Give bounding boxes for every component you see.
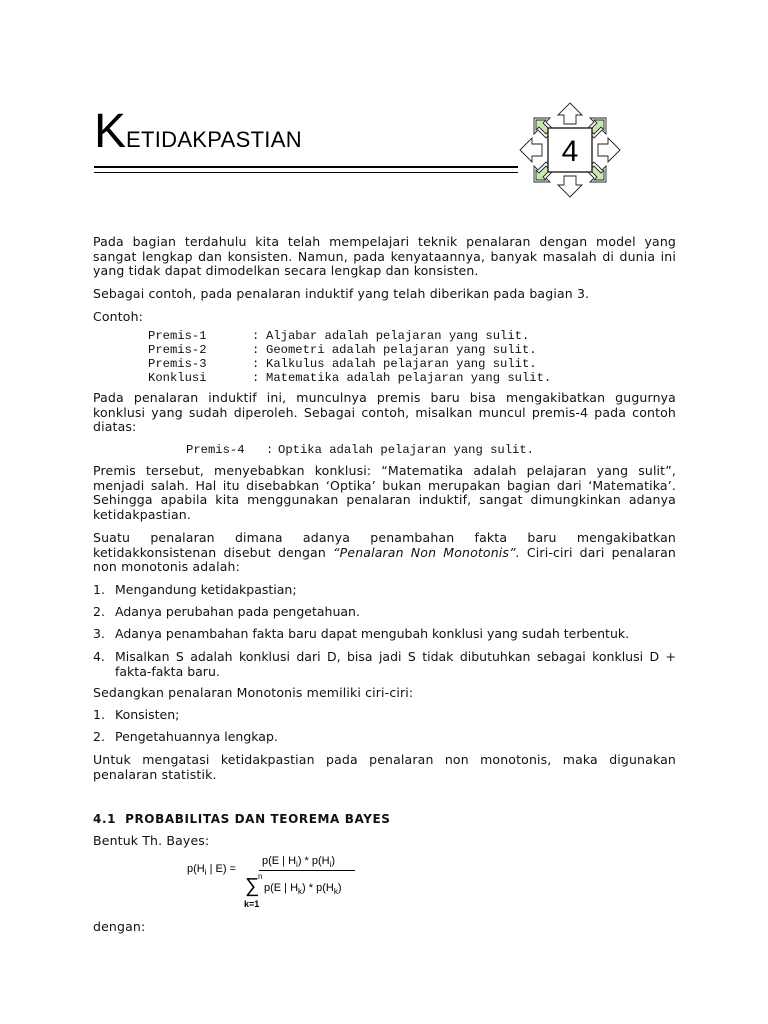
premise-text: Kalkulus adalah pelajaran yang sulit. [266,357,537,371]
premis-explanation [93,464,676,522]
after-premises-text: Pada penalaran induktif ini, munculnya premis baru bisa mengakibatkan gugurnya konklusi yang sudah diperoleh. Sebagai contoh, misalkan muncul premis-4 pada contoh diatas: [93,390,676,434]
arrows-emblem-icon [518,102,622,198]
formula-lhs-end: | E) = [206,863,236,875]
chapter-title-rest: ETIDAKPASTIAN [126,127,302,152]
section-title: PROBABILITAS DAN TEOREMA BAYES [125,812,391,826]
list-number: 4. [93,649,105,664]
list-text: Adanya penambahan fakta baru dapat mengubah konklusi yang sudah terbentuk. [115,626,630,641]
formula-denominator [264,882,341,896]
bayes-label: Bentuk Th. Bayes: [93,833,210,848]
list-text: Mengandung ketidakpastian; [115,582,297,597]
statistik-text: Untuk mengatasi ketidakpastian pada penalaran non monotonis, maka digunakan penalaran statistik. [93,752,676,782]
list-number: 3. [93,626,105,641]
formula-num-b: ) * p(H [297,855,330,867]
premise-text: Geometri adalah pelajaran yang sulit. [266,343,537,357]
premise-label: Premis-3 [148,357,207,371]
list-number: 2. [93,729,105,744]
formula-num-c: ) [331,855,336,867]
non-monotonis-term: “Penalaran Non Monotonis”. [333,544,520,560]
dengan-label: dengan: [93,919,146,934]
premise-label: Premis-1 [148,329,207,343]
premis4-text: Optika adalah pelajaran yang sulit. [278,443,534,457]
formula-numerator [262,855,335,869]
list-number: 1. [93,707,105,722]
formula-den-b: ) * p(H [302,882,334,894]
premise-row [148,329,551,343]
sum-lower: k=1 [244,899,260,909]
intro-text: Pada bagian terdahulu kita telah mempelajari teknik penalaran dengan model yang sangat lengkap dan konsisten. Namun, pada kenyataannya, banyak masalah di dunia ini yang tidak dapat dimodelkan secara lengkap dan konsisten. [93,234,676,278]
premise-sep: : [252,343,260,357]
premise-label: Konklusi [148,371,207,385]
list-text: Misalkan S adalah konklusi dari D, bisa jadi S tidak dibutuhkan sebagai konklusi D + fakta-fakta baru. [115,649,676,679]
list-text: Adanya perubahan pada pengetahuan. [115,604,360,619]
chapter-number-emblem [518,102,622,198]
chapter-number: 4 [561,135,579,168]
sum-upper: n [258,872,263,881]
non-monotonis-text [93,531,676,575]
formula-lhs-a: p(H [187,863,205,875]
premises-list [148,329,551,385]
formula-den-a-sub: k [298,887,303,897]
non-monotonis-paragraph [93,531,676,575]
monotonis-intro: Sedangkan penalaran Monotonis memiliki ciri-ciri: [93,685,414,700]
premise-sep: : [252,371,260,385]
formula-den-c: ) [337,882,342,894]
premise-row [148,357,551,371]
premise-row [148,343,551,357]
premis4-label: Premis-4 [186,443,245,457]
premise-sep: : [252,357,260,371]
formula-num-b-sub: i [329,860,332,870]
non-monotonis-post: Ciri-ciri dari penalaran non monotonis adalah: [93,544,676,574]
statistik-paragraph [93,753,676,782]
premis4-sep: : [266,443,274,457]
list-number: 2. [93,604,105,619]
formula-lhs-sub: i [204,868,207,878]
list-text: Pengetahuannya lengkap. [115,729,278,744]
premis-explanation-text: Premis tersebut, menyebabkan konklusi: “Matematika adalah pelajaran yang sulit”, menjadi salah. Hal itu disebabkan ‘Optika’ bukan merupakan bagian dari ‘Matematika’. Sehingga apabila kita menggunakan penalaran induktif, sangat dimungkinkan adanya ketidakpastian. [93,463,676,522]
section-number: 4.1 [93,812,117,826]
chapter-title [94,105,302,158]
section-heading [93,812,391,826]
chapter-title-initial: K [94,105,127,158]
sigma-symbol: ∑ [245,875,260,897]
intro-paragraph [93,235,676,279]
example-intro: Sebagai contoh, pada penalaran induktif yang telah diberikan pada bagian 3. [93,286,590,301]
formula-num-a: p(E | H [262,855,297,867]
list-text: Konsisten; [115,707,180,722]
formula-den-a: p(E | H [264,882,299,894]
premise-text: Aljabar adalah pelajaran yang sulit. [266,329,530,343]
list-item [93,650,676,680]
title-underline [94,166,518,173]
formula-lhs [187,863,236,877]
after-premises-paragraph [93,391,676,435]
formula-den-b-sub: k [333,887,338,897]
fraction-line [259,870,355,871]
premise-text: Matematika adalah pelajaran yang sulit. [266,371,552,385]
premise-row [148,371,551,385]
non-monotonis-pre: Suatu penalaran dimana adanya penambahan fakta baru mengakibatkan ketidakkonsistenan disebut dengan [93,530,676,560]
list-number: 1. [93,582,105,597]
premise-label: Premis-2 [148,343,207,357]
contoh-label: Contoh: [93,309,144,324]
premise-sep: : [252,329,260,343]
premis4-row [186,443,534,457]
formula-num-a-sub: i [296,860,298,870]
